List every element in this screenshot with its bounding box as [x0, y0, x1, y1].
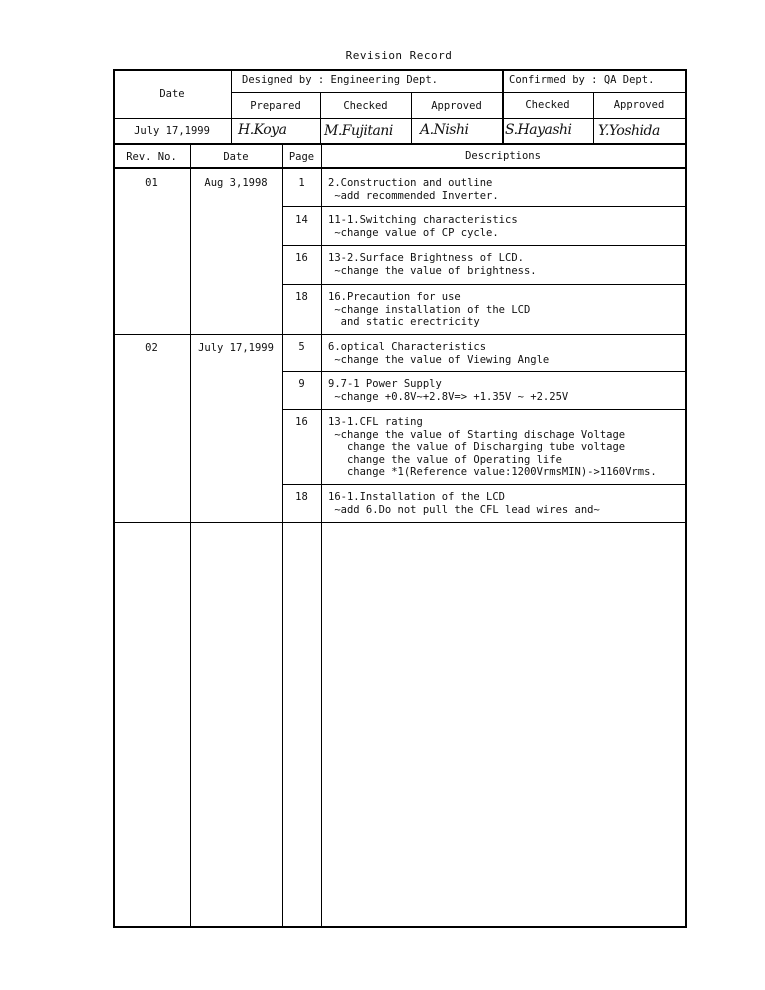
entry-page: 18: [295, 491, 308, 503]
description-line: 16.Precaution for use: [328, 291, 461, 303]
page-title: Revision Record: [345, 49, 453, 62]
approved-header: Approved: [431, 100, 482, 112]
entry-description: [328, 177, 499, 202]
approval-date: July 17,1999: [134, 125, 210, 137]
rev-number: 01: [145, 177, 158, 189]
entry-description: [328, 291, 530, 329]
description-line: ~change +0.8V~+2.8V=> +1.35V ~ +2.25V: [328, 390, 569, 403]
description-line: ~change value of CP cycle.: [328, 226, 499, 239]
description-line: ~change the value of Viewing Angle: [328, 353, 550, 366]
entry-description: [328, 378, 568, 403]
entry-page: 1: [298, 177, 305, 189]
entry-description: [328, 252, 537, 277]
entry-page: 16: [295, 416, 308, 428]
description-line: 13-1.CFL rating: [328, 416, 423, 428]
entry-page: 14: [295, 214, 308, 226]
col-page: Page: [288, 151, 315, 163]
description-line: change *1(Reference value:1200VrmsMIN)->1160Vrms.: [328, 466, 657, 479]
description-line: ~change the value of brightness.: [328, 264, 537, 277]
designed-by-label: Designed by : Engineering Dept.: [242, 74, 438, 86]
col-rev-no: Rev. No.: [126, 151, 177, 163]
description-line: change the value of Discharging tube voltage: [328, 441, 626, 454]
date-header: Date: [159, 88, 185, 100]
rev-date: July 17,1999: [198, 342, 274, 354]
description-line: ~change the value of Starting dischage Voltage: [328, 428, 626, 441]
description-line: 2.Construction and outline: [328, 177, 493, 189]
signature-checked: M.Fujitani: [324, 123, 393, 139]
checked-header: Checked: [343, 100, 388, 112]
entry-description: [328, 491, 600, 516]
entry-description: [328, 214, 518, 239]
description-line: ~change installation of the LCD: [328, 303, 531, 316]
description-line: 9.7-1 Power Supply: [328, 378, 442, 390]
entry-description: [328, 341, 549, 366]
entry-page: 5: [298, 341, 305, 353]
col-date: Date: [223, 151, 249, 163]
description-line: and static erectricity: [328, 316, 480, 329]
description-line: change the value of Operating life: [328, 453, 562, 466]
entry-description: [328, 416, 657, 479]
description-line: 16-1.Installation of the LCD: [328, 491, 506, 503]
description-line: ~add 6.Do not pull the CFL lead wires and~: [328, 503, 600, 516]
signature-prepared: H.Koya: [238, 122, 287, 138]
signature-checked-qa: S.Hayashi: [505, 122, 572, 138]
checked-qa-header: Checked: [525, 99, 570, 111]
description-line: 13-2.Surface Brightness of LCD.: [328, 252, 524, 264]
entry-page: 9: [298, 378, 305, 390]
description-line: ~add recommended Inverter.: [328, 189, 499, 202]
approved-qa-header: Approved: [613, 99, 665, 111]
description-line: 6.optical Characteristics: [328, 341, 487, 353]
entry-page: 16: [295, 252, 308, 264]
signature-approved-qa: Y.Yoshida: [598, 123, 660, 139]
entry-page: 18: [295, 291, 308, 303]
col-descriptions: Descriptions: [465, 150, 541, 162]
rev-date: Aug 3,1998: [204, 177, 268, 189]
rev-number: 02: [145, 342, 158, 354]
description-line: 11-1.Switching characteristics: [328, 214, 518, 226]
confirmed-by-label: Confirmed by : QA Dept.: [509, 74, 655, 86]
prepared-header: Prepared: [250, 100, 301, 112]
signature-approved: A.Nishi: [420, 122, 469, 138]
